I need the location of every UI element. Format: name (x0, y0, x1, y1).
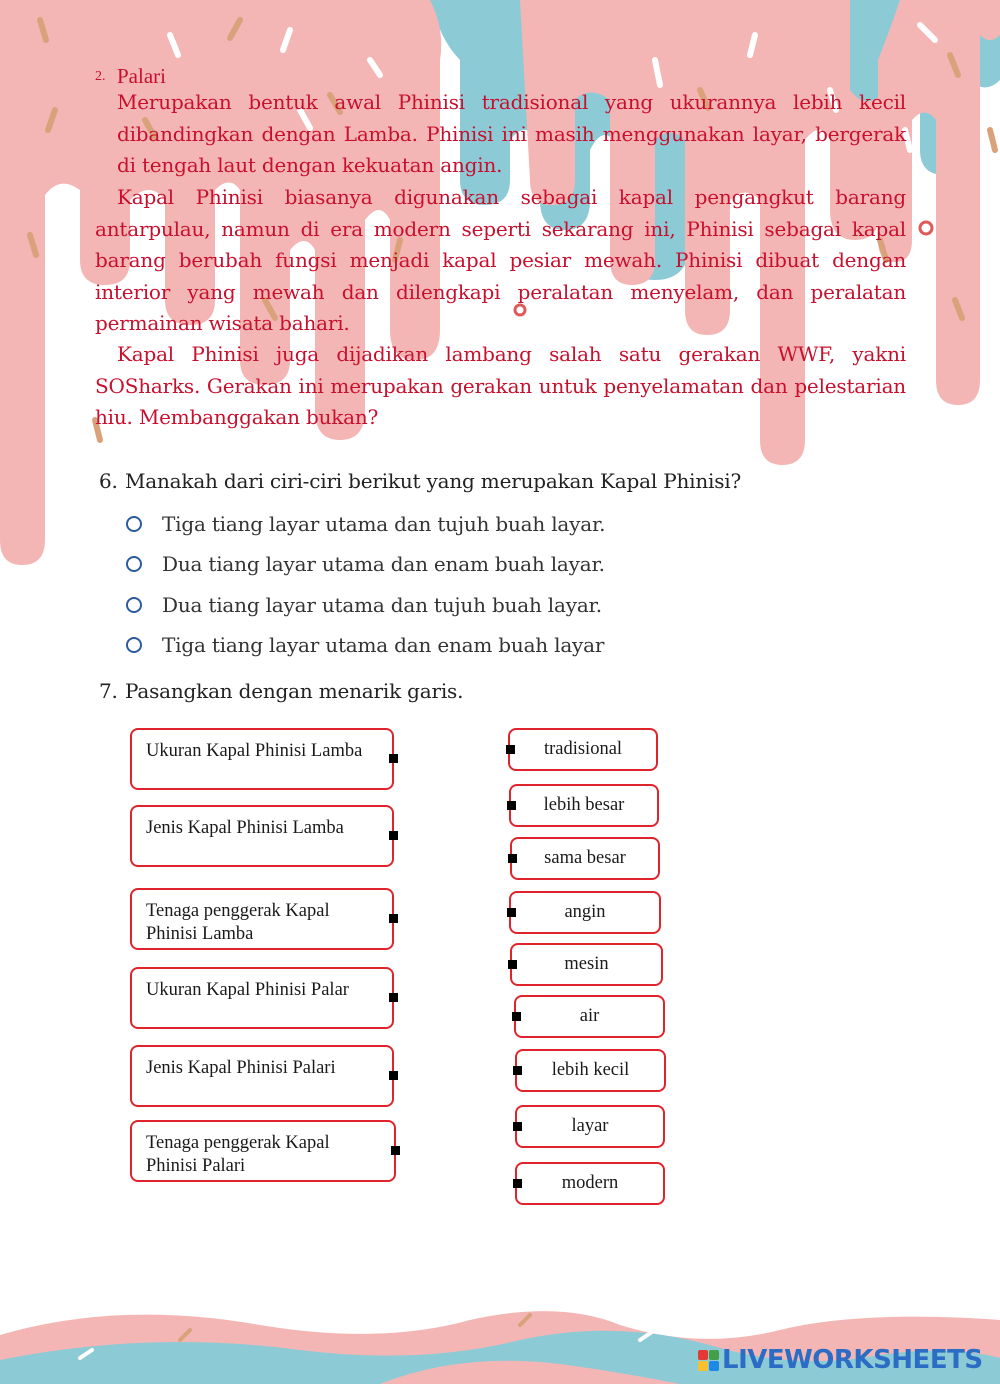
match-connector-dot[interactable] (507, 801, 516, 810)
paragraph-3: Kapal Phinisi juga dijadikan lambang salah satu gerakan WWF, yakni SOSharks. Gerakan ini merupakan gerakan untuk penyelamatan dan pelestarian hiu. Membanggakan bukan? (95, 342, 906, 429)
option-label: Dua tiang layar utama dan enam buah layar. (162, 552, 605, 576)
option-label: Tiga tiang layar utama dan tujuh buah layar. (162, 512, 606, 536)
match-left-item-2 (130, 805, 394, 867)
match-right-item-3 (510, 837, 660, 880)
match-connector-dot[interactable] (513, 1179, 522, 1188)
match-right-item-1 (508, 728, 658, 771)
match-right-label: lebih kecil (551, 1060, 630, 1080)
match-right-label: air (579, 1006, 600, 1026)
match-left-label: Tenaga penggerak Kapal Phinisi Palari (146, 1133, 330, 1176)
section-number: 2. (95, 69, 106, 84)
radio-button[interactable] (126, 516, 142, 532)
match-connector-dot[interactable] (512, 1012, 521, 1021)
option-label: Tiga tiang layar utama dan enam buah layar (162, 633, 605, 657)
match-left-item-3 (130, 888, 394, 950)
question-7-text: Pasangkan dengan menarik garis. (125, 679, 464, 703)
match-left-item-5 (130, 1045, 394, 1107)
match-right-label: mesin (564, 954, 609, 974)
match-left-item-4 (130, 967, 394, 1029)
match-right-item-2 (509, 784, 659, 827)
match-connector-dot[interactable] (513, 1122, 522, 1131)
match-connector-dot[interactable] (391, 1146, 400, 1155)
option-4[interactable] (126, 633, 604, 657)
match-right-label: angin (564, 902, 606, 922)
section-heading: Palari (117, 64, 166, 88)
match-left-label: Ukuran Kapal Phinisi Palar (146, 980, 349, 1000)
radio-button[interactable] (126, 556, 142, 572)
paragraph-2: Kapal Phinisi biasanya digunakan sebagai kapal pengangkut barang antarpulau, namun di era modern seperti sekarang ini, Phinisi sebagai kapal barang berubah fungsi menjadi kapal pesiar mewah. Phinisi dibuat dengan interior yang mewah dan dilengkapi peralatan menyelam, dan peralatan permainan wisata bahari. (95, 185, 906, 335)
match-left-item-6 (130, 1120, 396, 1182)
match-connector-dot[interactable] (389, 754, 398, 763)
match-connector-dot[interactable] (389, 831, 398, 840)
radio-button[interactable] (126, 637, 142, 653)
match-left-label: Jenis Kapal Phinisi Palari (146, 1058, 336, 1078)
option-3[interactable] (126, 593, 602, 617)
match-connector-dot[interactable] (507, 908, 516, 917)
match-right-label: modern (561, 1173, 619, 1193)
option-label: Dua tiang layar utama dan tujuh buah layar. (162, 593, 602, 617)
match-left-label: Tenaga penggerak Kapal Phinisi Lamba (146, 901, 330, 944)
match-right-item-4 (509, 891, 661, 934)
logo-text: LIVEWORKSHEETS (722, 1345, 983, 1375)
logo-icon (698, 1350, 719, 1371)
radio-button[interactable] (126, 597, 142, 613)
match-connector-dot[interactable] (506, 745, 515, 754)
question-7-number: 7. (99, 679, 118, 703)
option-2[interactable] (126, 552, 605, 576)
match-connector-dot[interactable] (508, 960, 517, 969)
option-1[interactable] (126, 512, 605, 536)
paragraph-1: Merupakan bentuk awal Phinisi tradisional yang ukurannya lebih kecil dibandingkan dengan Lamba. Phinisi ini masih menggunakan layar, bergerak di tengah laut dengan kekuatan angin. (117, 90, 906, 177)
match-left-item-1 (130, 728, 394, 790)
match-right-item-9 (515, 1162, 665, 1205)
match-connector-dot[interactable] (389, 993, 398, 1002)
match-connector-dot[interactable] (513, 1066, 522, 1075)
match-left-label: Ukuran Kapal Phinisi Lamba (146, 741, 363, 761)
match-left-label: Jenis Kapal Phinisi Lamba (146, 818, 344, 838)
match-right-item-8 (515, 1105, 665, 1148)
match-right-label: sama besar (544, 848, 626, 868)
match-right-label: lebih besar (543, 795, 625, 815)
match-right-label: layar (571, 1116, 609, 1136)
question-6-text: Manakah dari ciri-ciri berikut yang merupakan Kapal Phinisi? (125, 469, 741, 493)
match-right-item-7 (515, 1049, 666, 1092)
match-right-label: tradisional (543, 739, 623, 759)
liveworksheets-logo (698, 1345, 983, 1375)
match-right-item-5 (510, 943, 663, 986)
match-connector-dot[interactable] (508, 854, 517, 863)
question-6-number: 6. (99, 469, 118, 493)
match-right-item-6 (514, 995, 665, 1038)
match-connector-dot[interactable] (389, 914, 398, 923)
match-connector-dot[interactable] (389, 1071, 398, 1080)
